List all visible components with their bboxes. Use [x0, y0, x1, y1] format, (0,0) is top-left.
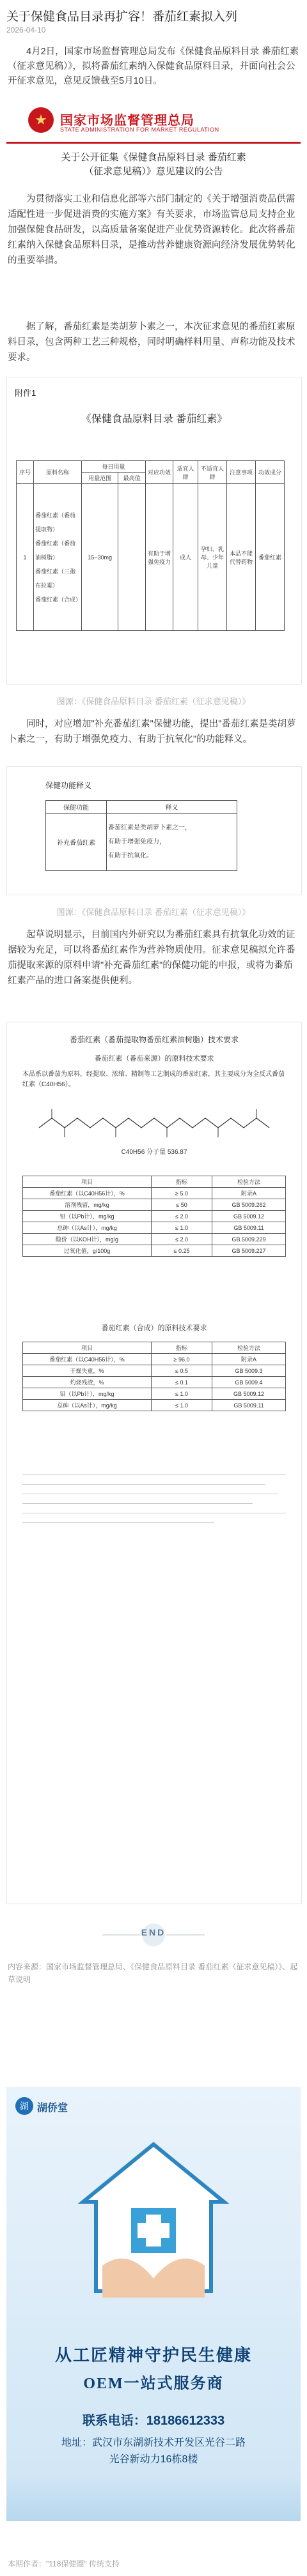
cell-no: 1	[17, 484, 34, 631]
cell-method: GB 5009.11	[212, 1222, 286, 1234]
cell-index: ≥ 96.0	[152, 1354, 212, 1365]
doc1-table-title: 《保健食品原料目录 番茄红素》	[81, 414, 228, 425]
table-row	[23, 1388, 286, 1400]
cell-effect: 有助于增强免疫力	[146, 484, 173, 631]
doc2-table	[45, 800, 237, 871]
cell-index: ≥ 5.0	[152, 1188, 212, 1199]
cell-range: 15~30mg	[82, 484, 118, 631]
cell-item: 总砷（以As计），mg/kg	[23, 1400, 152, 1411]
cell-method: GB 5009.11	[212, 1400, 286, 1411]
cell-index: ≤ 1.0	[152, 1400, 212, 1411]
cell-method: GB 5009.229	[212, 1234, 286, 1245]
th-ingredient: 功效成分	[256, 461, 285, 484]
cell-names	[34, 484, 82, 631]
th-unsuit: 不适宜人群	[198, 461, 227, 484]
cell-method: 附录A	[212, 1354, 286, 1365]
cell-method: GB 5009.3	[212, 1365, 286, 1377]
cell-index: ≤ 2.0	[152, 1211, 212, 1222]
ad-slogan-2: OEM一站式服务商	[83, 2375, 224, 2392]
material-name: 番茄红素（番茄提取物）	[35, 511, 76, 533]
cell-item: 过氧化值，g/100g	[23, 1245, 152, 1257]
cell-index: ≤ 1.0	[152, 1388, 212, 1400]
cell-index: ≤ 0.25	[152, 1245, 212, 1257]
end-label: END	[141, 1927, 166, 1937]
cell-index: ≤ 1.0	[152, 1222, 212, 1234]
meaning-line: 有助于增强免疫力，	[108, 838, 166, 845]
cell-item: 灼烧残渣，%	[23, 1377, 152, 1388]
th-index: 指标	[152, 1176, 212, 1188]
th-function: 保健功能	[46, 801, 107, 814]
cell-item: 铅（以Pb计），mg/kg	[23, 1388, 152, 1400]
doc3-formula: C40H56 分子量 536.87	[121, 1149, 187, 1156]
brand-ad-poster	[6, 2087, 301, 2521]
cell-item: 酸价（以KOH计），mg/g	[23, 1234, 152, 1245]
material-name: 番茄红素（三孢布拉霉）	[35, 568, 76, 589]
cell-item: 铅（以Pb计），mg/kg	[23, 1211, 152, 1222]
cell-item: 溶剂残留，mg/kg	[23, 1199, 152, 1211]
notice-heading-line2: （征求意见稿）》意见建议的公告	[84, 166, 223, 177]
brand-logo-icon: 湖	[15, 2097, 33, 2115]
cell-max	[118, 484, 146, 631]
th-name: 原料名称	[34, 461, 82, 484]
doc3-section-b: 番茄红素（合成）的原料技术要求	[101, 1324, 207, 1332]
cell-method: GB 5009.227	[212, 1245, 286, 1257]
doc1-table	[16, 460, 285, 631]
ad-tel: 联系电话：18186612333	[82, 2414, 225, 2428]
content-credits: 内容来源：国家市场监督管理总局、《保健食品原料目录 番茄红素（征求意见稿）》、起草说明	[8, 1962, 298, 1984]
cell-ingredient: 番茄红素	[256, 484, 285, 631]
th-note: 注意事项	[227, 461, 256, 484]
cell-index: ≤ 50	[152, 1199, 212, 1211]
cell-item: 番茄红素（以C40H56计），%	[23, 1354, 152, 1365]
table-row	[23, 1222, 286, 1234]
th-meaning: 释义	[107, 801, 237, 814]
th-range: 用量范围	[82, 473, 118, 484]
meaning-line: 有助于抗氧化。	[108, 852, 153, 860]
table-row	[23, 1199, 286, 1211]
th-item: 项目	[23, 1342, 152, 1354]
cell-item: 番茄红素（以C40H56计），%	[23, 1188, 152, 1199]
samr-banner	[6, 101, 301, 144]
th-max: 最高值	[118, 473, 146, 484]
doc3-section-a: 番茄红素（番茄来源）的原料技术要求	[94, 1055, 214, 1063]
cell-index: ≤ 0.1	[152, 1377, 212, 1388]
cell-method: GB 5009.12	[212, 1211, 286, 1222]
attachment-label: 附件1	[15, 388, 36, 398]
table-row	[23, 1234, 286, 1245]
table-row	[23, 1211, 286, 1222]
table-row	[23, 1365, 286, 1377]
cell-note: 本品不能代替药物	[227, 484, 256, 631]
doc3-filler-text	[22, 1469, 286, 1532]
th-dose: 每日用量	[82, 461, 146, 473]
cell-index: ≤ 2.0	[152, 1234, 212, 1245]
cell-meaning	[107, 814, 237, 871]
table-row	[23, 1400, 286, 1411]
paragraph-4: 起草说明显示，目前国内外研究以为番茄红素具有抗氧化功效的证据较为充足，可以将番茄红素作为营养物质使用。征求意见稿拟允许番茄提取来源的原料申请"补充番茄红素"的保健功能的申报，或将为番茄红素产品的进口备案提供便利。	[8, 930, 295, 986]
notice-heading-line1: 关于公开征集《保健食品原料目录 番茄红素	[61, 152, 246, 163]
document-image-3	[6, 1022, 302, 1904]
th-suit: 适宜人群	[173, 461, 198, 484]
cell-method: GB 5009.262	[212, 1199, 286, 1211]
th-no: 序号	[17, 461, 34, 484]
lead-paragraph: 4月2日，国家市场监督管理总局发布《保健食品原料目录 番茄红素（征求意见稿）》，拟将番茄红素纳入保健食品原料目录，并面向社会公开征求意见，意见反馈截至5月10日。	[8, 47, 299, 86]
th-item: 项目	[23, 1176, 152, 1188]
caption-1: 图源：《保健食品原料目录 番茄红素（征求意见稿）》	[56, 697, 251, 706]
house-heart-icon	[64, 2132, 243, 2323]
cell-method: GB 5009.4	[212, 1377, 286, 1388]
ad-bottom-fade	[6, 2476, 301, 2521]
cell-unsuit: 孕妇、乳母、少年儿童	[198, 484, 227, 631]
doc3-body: 本品系以番茄为原料，经提取、浓缩、精制等工艺制成的番茄红素，其主要成分为全反式番茄红素（C40H56）。	[22, 1071, 285, 1088]
end-section	[0, 1916, 307, 1957]
document-image-1	[6, 377, 302, 685]
cell-method: GB 5009.12	[212, 1388, 286, 1400]
cell-index: ≤ 0.5	[152, 1365, 212, 1377]
doc2-table-title: 保健功能释义	[45, 781, 92, 790]
paragraph-3: 同时，对应增加"补充番茄红素"保健功能，提出"番茄红素是类胡萝卜素之一，有助于增强免疫力、有助于抗氧化"的功能释义。	[8, 719, 296, 745]
th-method: 检验方法	[212, 1342, 286, 1354]
article-date: 2026-04-10	[6, 26, 46, 34]
national-emblem-icon: ★	[28, 107, 54, 133]
notice-paragraph-1: 为贯彻落实工业和信息化部等六部门制定的《关于增强消费品供需适配性进一步促进消费的实施方案》有关要求，市场监管总局支持企业加强保健食品研发，以高质量备案促进产业优势资源转化。此次将番茄红素纳入保健食品原料目录，是推动营养健康资源向经济发展优势转化的重要举措。	[8, 194, 295, 266]
caption-2: 图源：《保健食品原料目录 番茄红素（征求意见稿）》	[56, 907, 251, 917]
document-image-2	[6, 766, 302, 895]
cell-suit: 成人	[173, 484, 198, 631]
doc3-table-a	[22, 1176, 286, 1257]
article-title: 关于保健食品目录再扩容！番茄红素拟入列	[6, 10, 238, 24]
banner-org-en: STATE ADMINISTRATION FOR MARKET REGULATION	[60, 126, 219, 133]
material-name: 番茄红素（番茄油树脂）	[35, 540, 76, 561]
doc3-table-b	[22, 1342, 286, 1411]
notice-paragraph-2: 据了解，番茄红素是类胡萝卜素之一，本次征求意见的番茄红素原料目录，包含两种工艺三种规格，同时明确样料用量、声称功能及技术要求。	[8, 322, 295, 363]
ad-address-line1: 地址：武汉市东湖新技术开发区光谷二路	[61, 2437, 246, 2448]
cell-item: 总砷（以As计），mg/kg	[23, 1222, 152, 1234]
ad-slogan: 从工匠精神守护民生健康	[54, 2346, 252, 2365]
cell-method: 附录A	[212, 1188, 286, 1199]
footer-author: 本期作者："118保健圈" 传统支持	[8, 2559, 120, 2568]
meaning-line: 番茄红素是类胡萝卜素之一，	[108, 824, 191, 831]
cell-function: 补充番茄红素	[46, 814, 107, 871]
th-effect: 对应功效	[146, 461, 173, 484]
table-row	[23, 1245, 286, 1257]
banner-org-name: 国家市场监督管理总局	[60, 114, 194, 128]
ad-address-line2: 光谷新动力16栋8楼	[109, 2454, 198, 2465]
th-index: 指标	[152, 1342, 212, 1354]
lycopene-structure-diagram	[33, 1099, 276, 1144]
material-name: 番茄红素（合成）	[35, 596, 82, 603]
brand-name: 湖侨堂	[37, 2103, 68, 2114]
table-row	[23, 1188, 286, 1199]
table-row	[23, 1354, 286, 1365]
cell-item: 干燥失重，%	[23, 1365, 152, 1377]
th-method: 检验方法	[212, 1176, 286, 1188]
doc3-title: 番茄红素（番茄提取物番茄红素油树脂）技术要求	[69, 1035, 239, 1044]
table-row	[23, 1377, 286, 1388]
